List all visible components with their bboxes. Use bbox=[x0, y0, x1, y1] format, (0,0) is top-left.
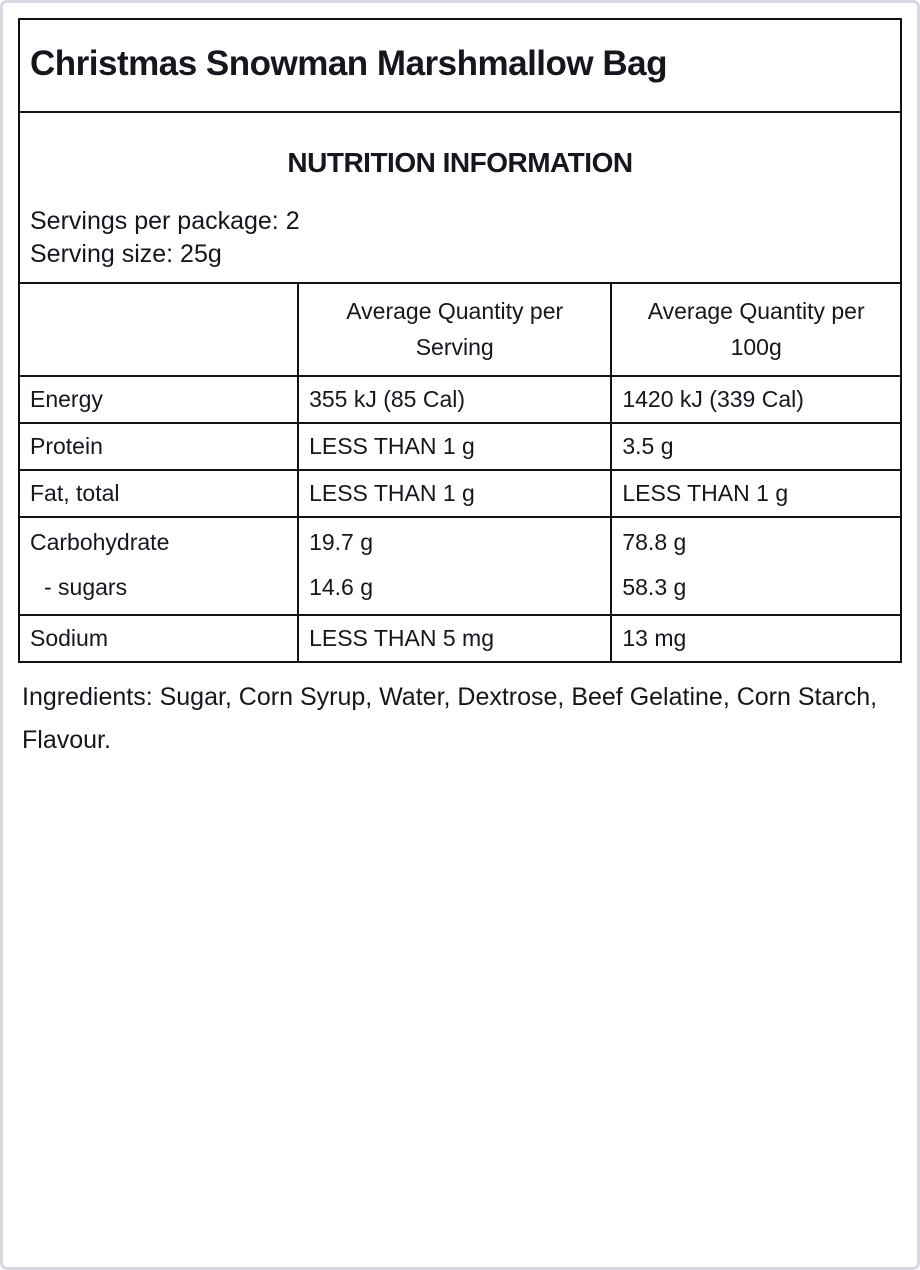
value-per-100g bbox=[611, 517, 900, 615]
header-per-serving-line2: Serving bbox=[415, 333, 494, 360]
row-label: Fat, total bbox=[20, 470, 298, 517]
sugars-per-serving: 14.6 g bbox=[309, 574, 374, 601]
serving-size: Serving size: 25g bbox=[30, 240, 222, 269]
value-per-serving: LESS THAN 1 g bbox=[298, 470, 611, 517]
table-header-row bbox=[20, 283, 900, 376]
value-per-100g: 13 mg bbox=[611, 615, 900, 661]
ingredients-text: Ingredients: Sugar, Corn Syrup, Water, Dextrose, Beef Gelatine, Corn Starch, Flavour. bbox=[22, 683, 878, 754]
header-per-100g-line2: 100g bbox=[730, 333, 782, 360]
servings-per-package: Servings per package: 2 bbox=[30, 206, 300, 235]
info-section bbox=[20, 113, 900, 283]
row-label bbox=[20, 517, 298, 615]
carbohydrate-label: Carbohydrate bbox=[30, 529, 170, 556]
table-row-energy bbox=[20, 376, 900, 423]
carbohydrate-per-100g: 78.8 g bbox=[622, 529, 687, 556]
header-per-100g bbox=[611, 283, 900, 376]
table-row-sodium bbox=[20, 615, 900, 661]
header-per-100g-line1: Average Quantity per bbox=[647, 298, 865, 324]
table-row-protein bbox=[20, 423, 900, 470]
row-label: Sodium bbox=[20, 615, 298, 661]
value-per-100g: 3.5 g bbox=[611, 423, 900, 470]
sugars-per-100g: 58.3 g bbox=[622, 574, 687, 601]
header-per-serving-line1: Average Quantity per bbox=[346, 298, 564, 324]
carbohydrate-per-serving: 19.7 g bbox=[309, 529, 374, 556]
value-per-serving: LESS THAN 1 g bbox=[298, 423, 611, 470]
value-per-100g: LESS THAN 1 g bbox=[611, 470, 900, 517]
nutrition-information-heading: NUTRITION INFORMATION bbox=[287, 146, 633, 178]
page-title: Christmas Snowman Marshmallow Bag bbox=[30, 44, 667, 83]
title-row bbox=[20, 20, 900, 113]
value-per-100g: 1420 kJ (339 Cal) bbox=[611, 376, 900, 423]
header-blank-cell bbox=[20, 283, 298, 376]
value-per-serving bbox=[298, 517, 611, 615]
nutrition-label-box bbox=[18, 18, 902, 663]
sugars-label: - sugars bbox=[44, 574, 128, 601]
row-label: Energy bbox=[20, 376, 298, 423]
header-per-serving bbox=[298, 283, 611, 376]
table-row-carbohydrate bbox=[20, 517, 900, 615]
nutrition-table bbox=[20, 282, 900, 661]
value-per-serving: LESS THAN 5 mg bbox=[298, 615, 611, 661]
table-row-fat-total bbox=[20, 470, 900, 517]
row-label: Protein bbox=[20, 423, 298, 470]
value-per-serving: 355 kJ (85 Cal) bbox=[298, 376, 611, 423]
